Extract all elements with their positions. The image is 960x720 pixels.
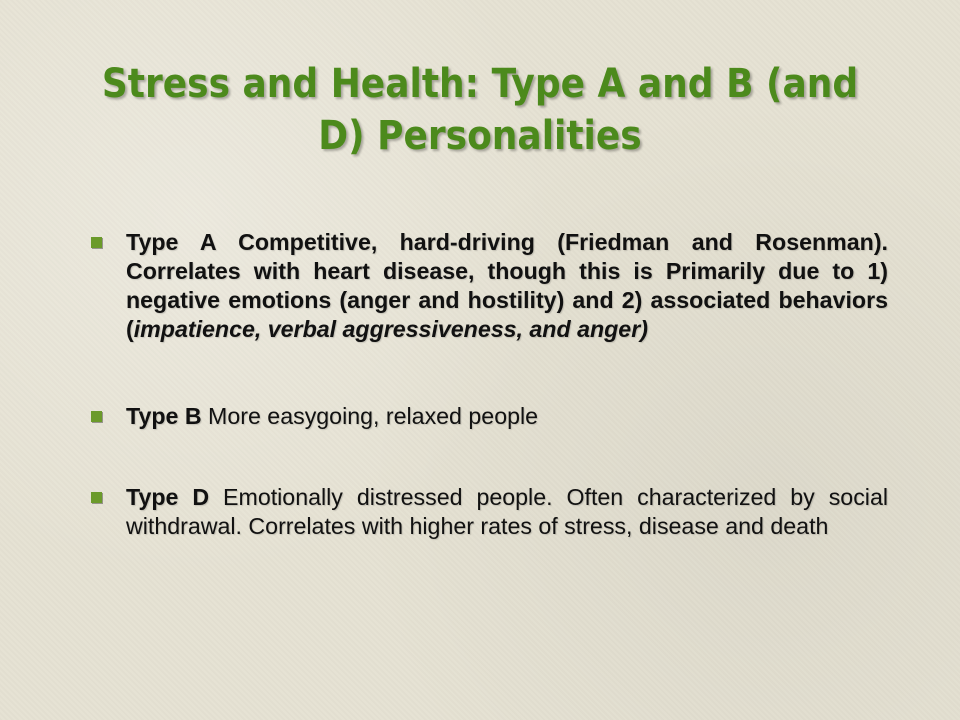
slide-title-line-2: D) Personalities [318, 113, 642, 159]
bullet-type-a [88, 228, 888, 344]
square-bullet-icon [91, 492, 102, 503]
bullet-label-type-b: Type B [126, 403, 202, 429]
bullet-type-d [88, 483, 888, 541]
square-bullet-icon [91, 237, 102, 248]
bullet-text-type-d: Emotionally distressed people. Often characterized by social withdrawal. Correlates with higher rates of stress, disease and death [126, 484, 888, 539]
bullet-list [88, 228, 888, 541]
bullet-label-type-a: Type A [126, 229, 216, 255]
slide-title-line-1: Stress and Health: Type A and B (and [101, 61, 859, 107]
bullet-label-type-d: Type D [126, 484, 210, 510]
bullet-italic-type-a: impatience, verbal aggressiveness, and anger [133, 316, 641, 342]
bullet-text-type-a: Competitive, hard-driving (Friedman and Rosenman). Correlates with heart disease, though this is Primarily due to 1) negative emotions (anger and hostility) and 2) associated behaviors ( [126, 229, 888, 342]
bullet-text-type-b: More easygoing, relaxed people [201, 403, 539, 429]
bullet-text-end-type-a: ) [640, 316, 648, 342]
slide-title [60, 58, 900, 162]
square-bullet-icon [91, 411, 102, 422]
bullet-type-b [88, 402, 888, 431]
